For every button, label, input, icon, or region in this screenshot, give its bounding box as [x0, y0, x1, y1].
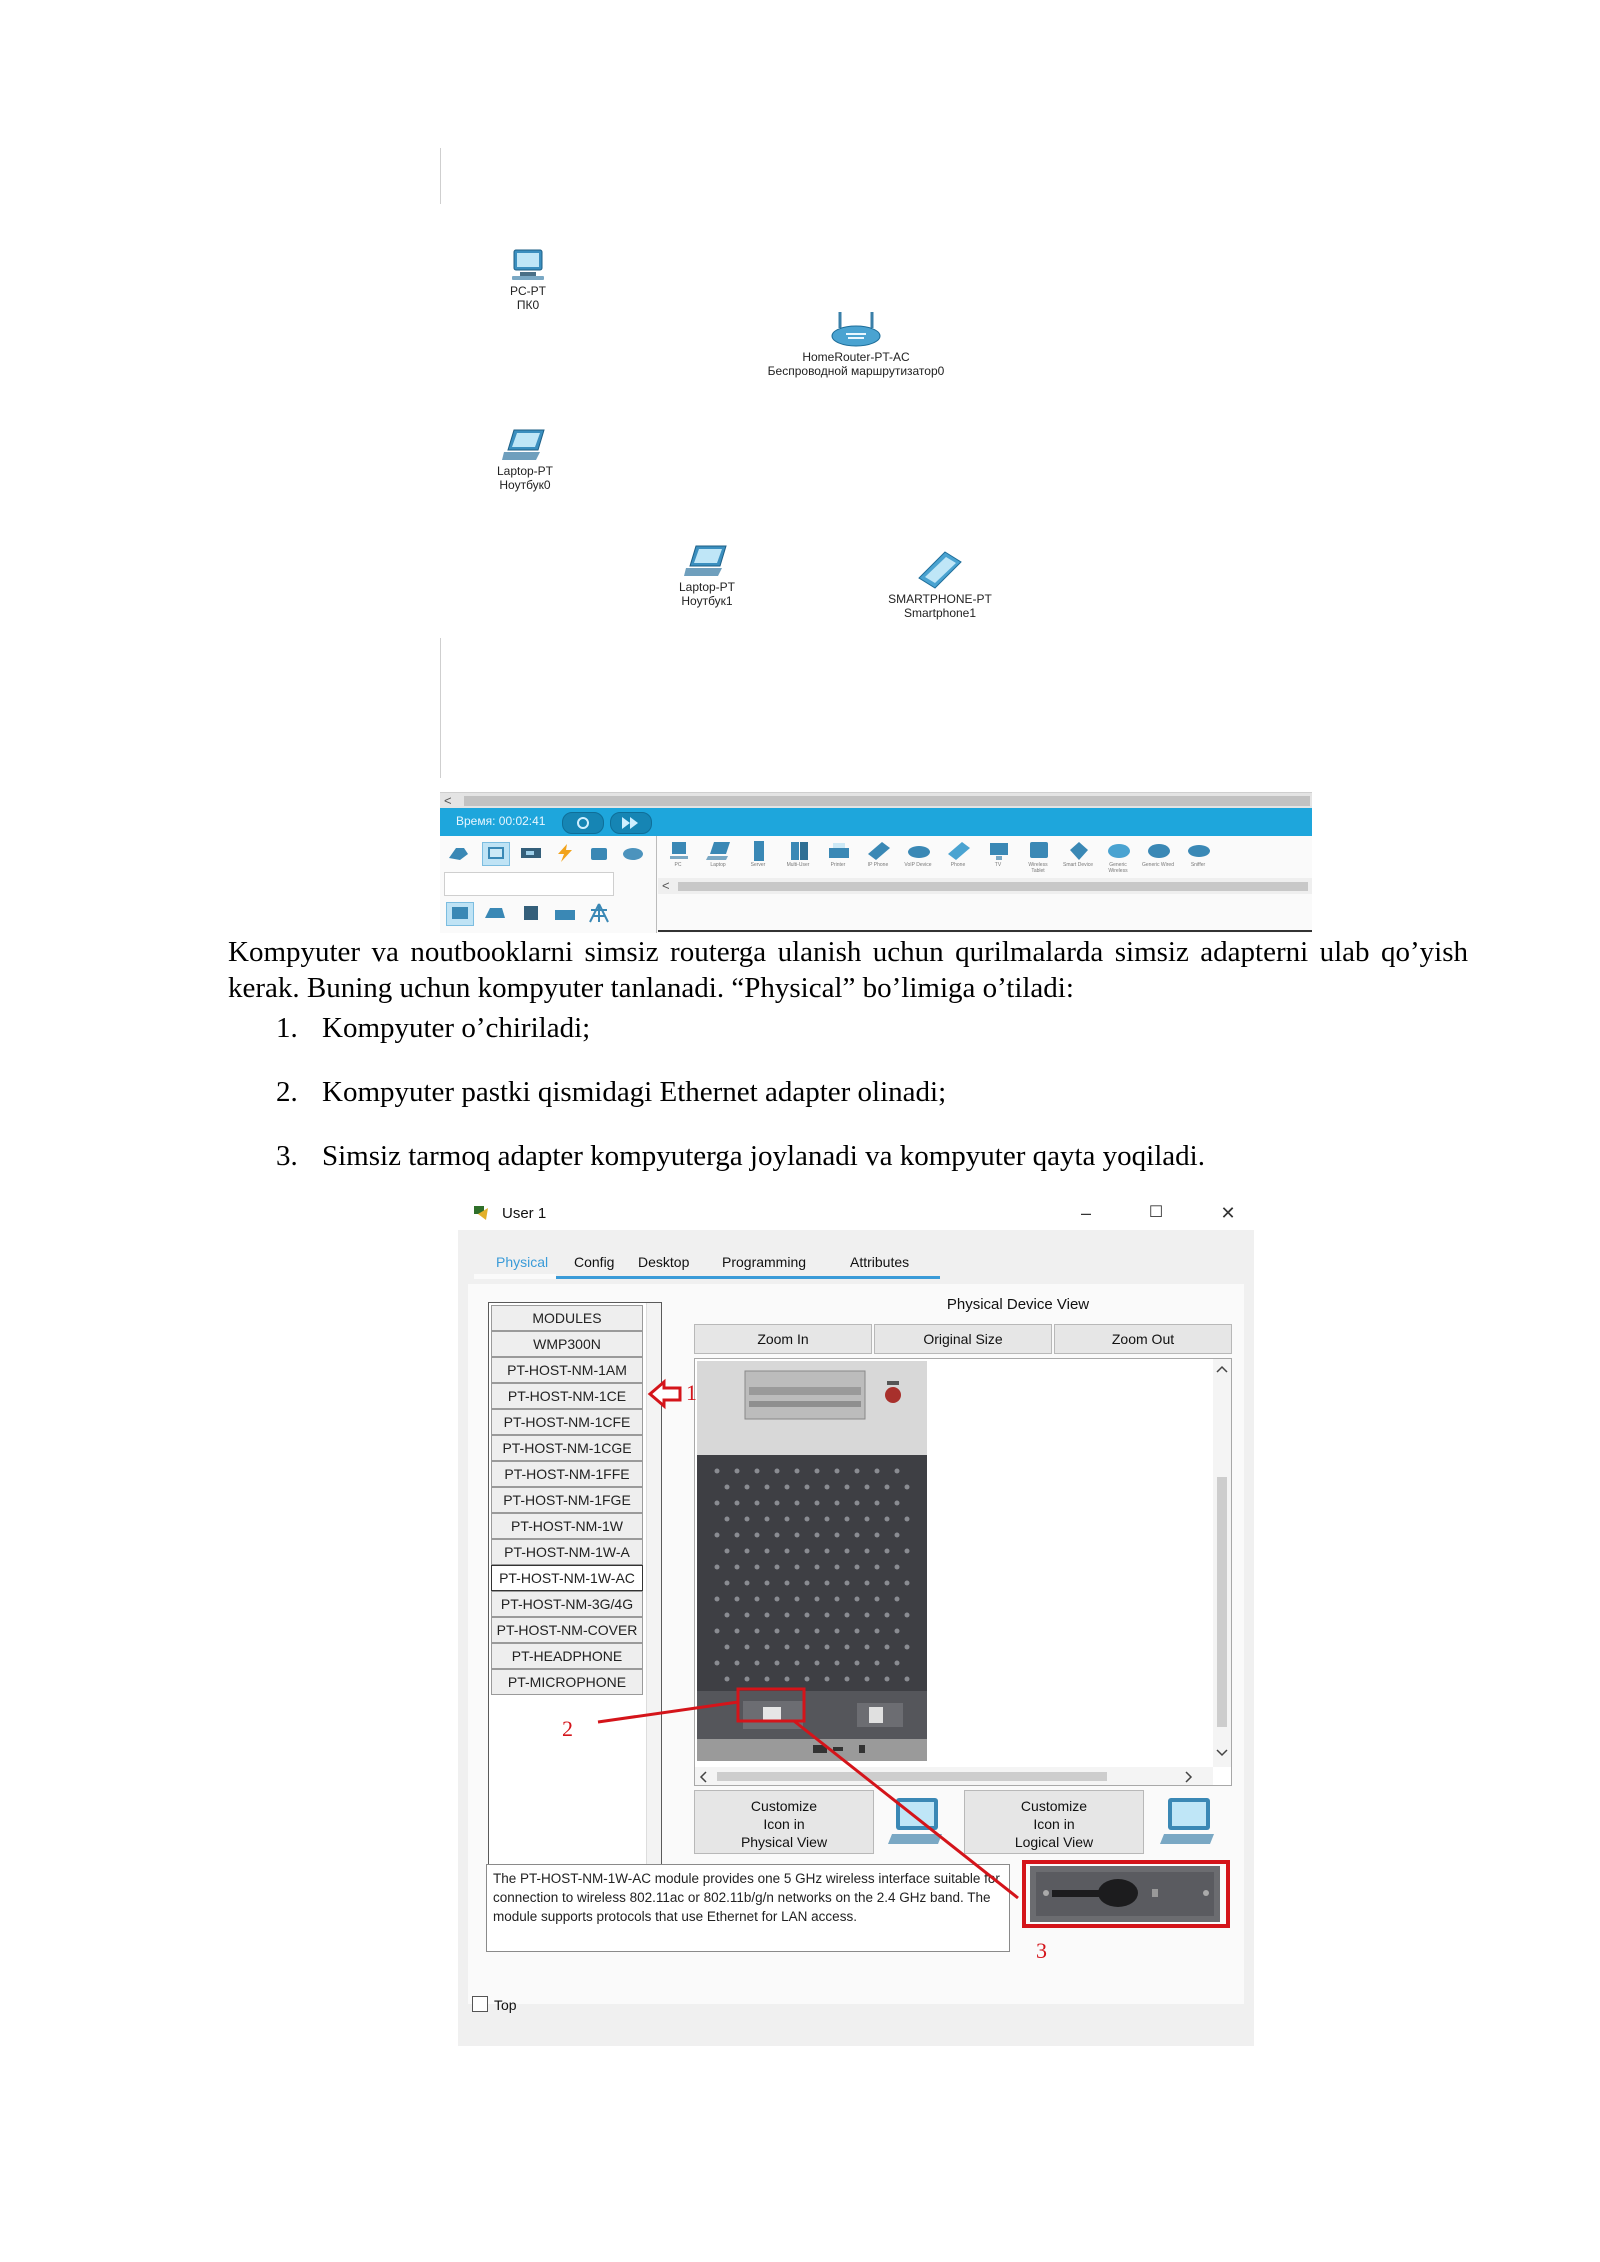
- scrollbar-thumb[interactable]: [678, 882, 1308, 891]
- tool-label: TV: [994, 862, 1002, 868]
- device-name: Smartphone1: [903, 606, 977, 620]
- home-subcategory-icon[interactable]: [482, 902, 508, 924]
- pointer-line-3: [794, 1721, 1018, 1898]
- device-laptop1[interactable]: [662, 544, 752, 608]
- tool-label: IP Phone: [867, 862, 889, 868]
- device-model: SMARTPHONE-PT: [888, 592, 992, 606]
- tool-label: Generic Wired: [1142, 862, 1174, 868]
- simulation-time: Время: 00:02:41: [456, 814, 546, 828]
- tablet-tool-icon[interactable]: [1026, 840, 1052, 862]
- device-model: PC-PT: [510, 284, 546, 298]
- module-item[interactable]: PT-HOST-NM-1CFE: [491, 1409, 643, 1435]
- step-text: Simsiz tarmoq adapter kompyuterga joylanadi va kompyuter qayta yoqiladi.: [322, 1140, 1205, 1172]
- realtime-bar: [440, 808, 1312, 836]
- instruction-paragraph: Kompyuter va noutbooklarni simsiz routerga ulanish uchun qurilmalarda simsiz adapterni ulab qo’yish kerak. Buning uchun kompyuter tanlanadi. “Physical” bo’limiga o’tiladi:: [228, 936, 1468, 1004]
- device-laptop0[interactable]: [480, 428, 570, 492]
- step-3: [276, 1140, 1205, 1173]
- server-tool-icon[interactable]: [746, 840, 772, 862]
- scroll-left-icon[interactable]: <: [662, 878, 670, 893]
- module-item[interactable]: WMP300N: [491, 1331, 643, 1357]
- original-size-button[interactable]: Original Size: [874, 1324, 1052, 1354]
- annotation-1: 1: [686, 1380, 697, 1405]
- pc-icon: [508, 248, 548, 282]
- miscellaneous-icon[interactable]: [586, 842, 612, 864]
- device-model: Laptop-PT: [496, 464, 554, 478]
- highlight-box-2: [738, 1689, 804, 1721]
- arrow-1-icon: [650, 1382, 680, 1406]
- workspace-border: [440, 148, 441, 204]
- smart-device-tool-icon[interactable]: [1066, 840, 1092, 862]
- tab-programming[interactable]: Programming: [722, 1254, 807, 1270]
- top-checkbox[interactable]: [472, 1996, 517, 2013]
- module-item[interactable]: PT-HOST-NM-1FGE: [491, 1487, 643, 1513]
- packet-tracer-workspace-screenshot: [440, 148, 1312, 933]
- scrollbar-thumb[interactable]: [464, 796, 1310, 806]
- module-description: The PT-HOST-NM-1W-AC module provides one 5 GHz wireless interface suitable for connection to wireless 802.11ac or 802.11b/g/n networks on the 2.4 GHz band. The module supports protocols that use Ethernet for LAN access.: [486, 1864, 1010, 1952]
- laptop-icon: [502, 428, 548, 462]
- device-model: Laptop-PT: [678, 580, 736, 594]
- tv-tool-icon[interactable]: [986, 840, 1012, 862]
- button-line: Icon in: [763, 1816, 805, 1832]
- tool-label: VoIP Device: [904, 862, 932, 868]
- annotation-overlay: [458, 1196, 1254, 2046]
- tab-attributes[interactable]: Attributes: [850, 1254, 910, 1270]
- step-number: 1.: [276, 1012, 298, 1044]
- button-line: Logical View: [1014, 1834, 1094, 1850]
- button-line: Icon in: [1033, 1816, 1075, 1832]
- industrial-subcategory-icon[interactable]: [552, 902, 578, 924]
- tool-label: Server: [750, 862, 766, 868]
- device-type-toolbar: [440, 836, 1312, 933]
- step-1: [276, 1012, 590, 1045]
- refresh-icon: [576, 816, 590, 830]
- annotation-2: 2: [562, 1716, 573, 1741]
- tool-label: PC: [674, 862, 682, 868]
- tool-label: Generic Wireless: [1108, 862, 1128, 874]
- multiuser-server-tool-icon[interactable]: [786, 840, 812, 862]
- module-item[interactable]: PT-HOST-NM-1AM: [491, 1357, 643, 1383]
- scroll-left-icon[interactable]: <: [444, 793, 452, 808]
- power-grid-subcategory-icon[interactable]: [586, 902, 612, 924]
- fast-forward-icon: [622, 817, 640, 829]
- tool-label: Wireless Tablet: [1028, 862, 1048, 874]
- device-search-box[interactable]: [444, 872, 614, 896]
- wireless-router-icon: [828, 308, 884, 348]
- end-devices-subcategory-icon[interactable]: [446, 902, 474, 926]
- ip-phone-tool-icon[interactable]: [866, 840, 892, 862]
- tool-label: Laptop: [710, 862, 726, 868]
- module-item[interactable]: PT-HOST-NM-1FFE: [491, 1461, 643, 1487]
- smart-city-subcategory-icon[interactable]: [518, 902, 544, 924]
- button-line: Physical View: [740, 1834, 828, 1850]
- fast-forward-button[interactable]: [610, 812, 652, 834]
- tab-config[interactable]: Config: [574, 1254, 615, 1270]
- tab-physical[interactable]: Physical: [496, 1254, 549, 1270]
- toolbar-bottom-line: [658, 930, 1312, 932]
- step-number: 3.: [276, 1140, 298, 1172]
- toolbar-divider: [656, 836, 657, 933]
- pc-tool-icon[interactable]: [666, 840, 692, 862]
- zoom-in-button[interactable]: Zoom In: [694, 1324, 872, 1354]
- power-cycle-button[interactable]: [562, 812, 604, 834]
- laptop-tool-icon[interactable]: [706, 840, 732, 862]
- voip-device-tool-icon[interactable]: [906, 840, 932, 862]
- workspace-border: [440, 638, 441, 778]
- device-router0[interactable]: [706, 308, 1006, 378]
- module-item[interactable]: PT-HOST-NM-3G/4G: [491, 1591, 643, 1617]
- module-item[interactable]: PT-HOST-NM-1W-A: [491, 1539, 643, 1565]
- step-text: Kompyuter pastki qismidagi Ethernet adapter olinadi;: [322, 1076, 947, 1108]
- device-model: HomeRouter-PT-AC: [802, 350, 910, 364]
- connections-icon[interactable]: [552, 842, 578, 864]
- device-smartphone1[interactable]: [870, 550, 1010, 620]
- network-devices-icon[interactable]: [446, 842, 472, 864]
- zoom-out-button[interactable]: Zoom Out: [1054, 1324, 1232, 1354]
- module-item[interactable]: PT-HOST-NM-1CGE: [491, 1435, 643, 1461]
- step-text: Kompyuter o’chiriladi;: [322, 1012, 591, 1044]
- tool-label: Sniffer: [1190, 862, 1206, 868]
- annotation-3: 3: [1036, 1938, 1047, 1963]
- step-number: 2.: [276, 1076, 298, 1108]
- device-name: Беспроводной маршрутизатор0: [767, 364, 945, 378]
- device-name: ПК0: [516, 298, 540, 312]
- minimize-button[interactable]: –: [1080, 1203, 1091, 1223]
- generic-wireless-tool-icon[interactable]: [1106, 840, 1132, 862]
- maximize-button[interactable]: ☐: [1148, 1204, 1164, 1221]
- device-pc0[interactable]: [498, 248, 558, 312]
- tool-label: Smart Device: [1062, 862, 1093, 868]
- module-item[interactable]: PT-HOST-NM-1CE: [491, 1383, 643, 1409]
- physical-device-view-title: Physical Device View: [946, 1296, 1090, 1313]
- dialog-title: User 1: [502, 1205, 547, 1222]
- device-name: Ноутбук0: [499, 478, 551, 492]
- button-line: Customize: [750, 1798, 818, 1814]
- smartphone-icon: [915, 550, 965, 590]
- pointer-line-2: [598, 1702, 738, 1722]
- tool-label: Printer: [830, 862, 846, 868]
- workspace-horizontal-scrollbar[interactable]: [440, 792, 1312, 809]
- module-item[interactable]: PT-HEADPHONE: [491, 1643, 643, 1669]
- highlight-box-3: [1024, 1862, 1228, 1926]
- tool-label: Phone: [950, 862, 966, 868]
- module-item[interactable]: PT-MICROPHONE: [491, 1669, 643, 1695]
- module-list-header: MODULES: [491, 1305, 643, 1331]
- laptop-icon: [684, 544, 730, 578]
- multiuser-connection-icon[interactable]: [620, 842, 646, 864]
- components-icon[interactable]: [518, 842, 544, 864]
- tool-label: Multi-User: [786, 862, 810, 868]
- sniffer-tool-icon[interactable]: [1186, 840, 1212, 862]
- top-checkbox-label: Top: [494, 1997, 517, 2013]
- button-line: Customize: [1020, 1798, 1088, 1814]
- checkbox-icon[interactable]: [472, 1996, 488, 2012]
- tab-desktop[interactable]: Desktop: [638, 1254, 690, 1270]
- step-2: [276, 1076, 946, 1109]
- device-name: Ноутбук1: [681, 594, 733, 608]
- toolbar-scrollbar[interactable]: [658, 878, 1312, 894]
- close-button[interactable]: ✕: [1220, 1203, 1236, 1223]
- device-config-dialog: [458, 1196, 1254, 2046]
- end-devices-icon[interactable]: [482, 842, 510, 866]
- printer-tool-icon[interactable]: [826, 840, 852, 862]
- module-item-selected[interactable]: PT-HOST-NM-1W-AC: [491, 1565, 643, 1591]
- generic-wired-tool-icon[interactable]: [1146, 840, 1172, 862]
- phone-tool-icon[interactable]: [946, 840, 972, 862]
- module-item[interactable]: PT-HOST-NM-COVER: [491, 1617, 643, 1643]
- module-item[interactable]: PT-HOST-NM-1W: [491, 1513, 643, 1539]
